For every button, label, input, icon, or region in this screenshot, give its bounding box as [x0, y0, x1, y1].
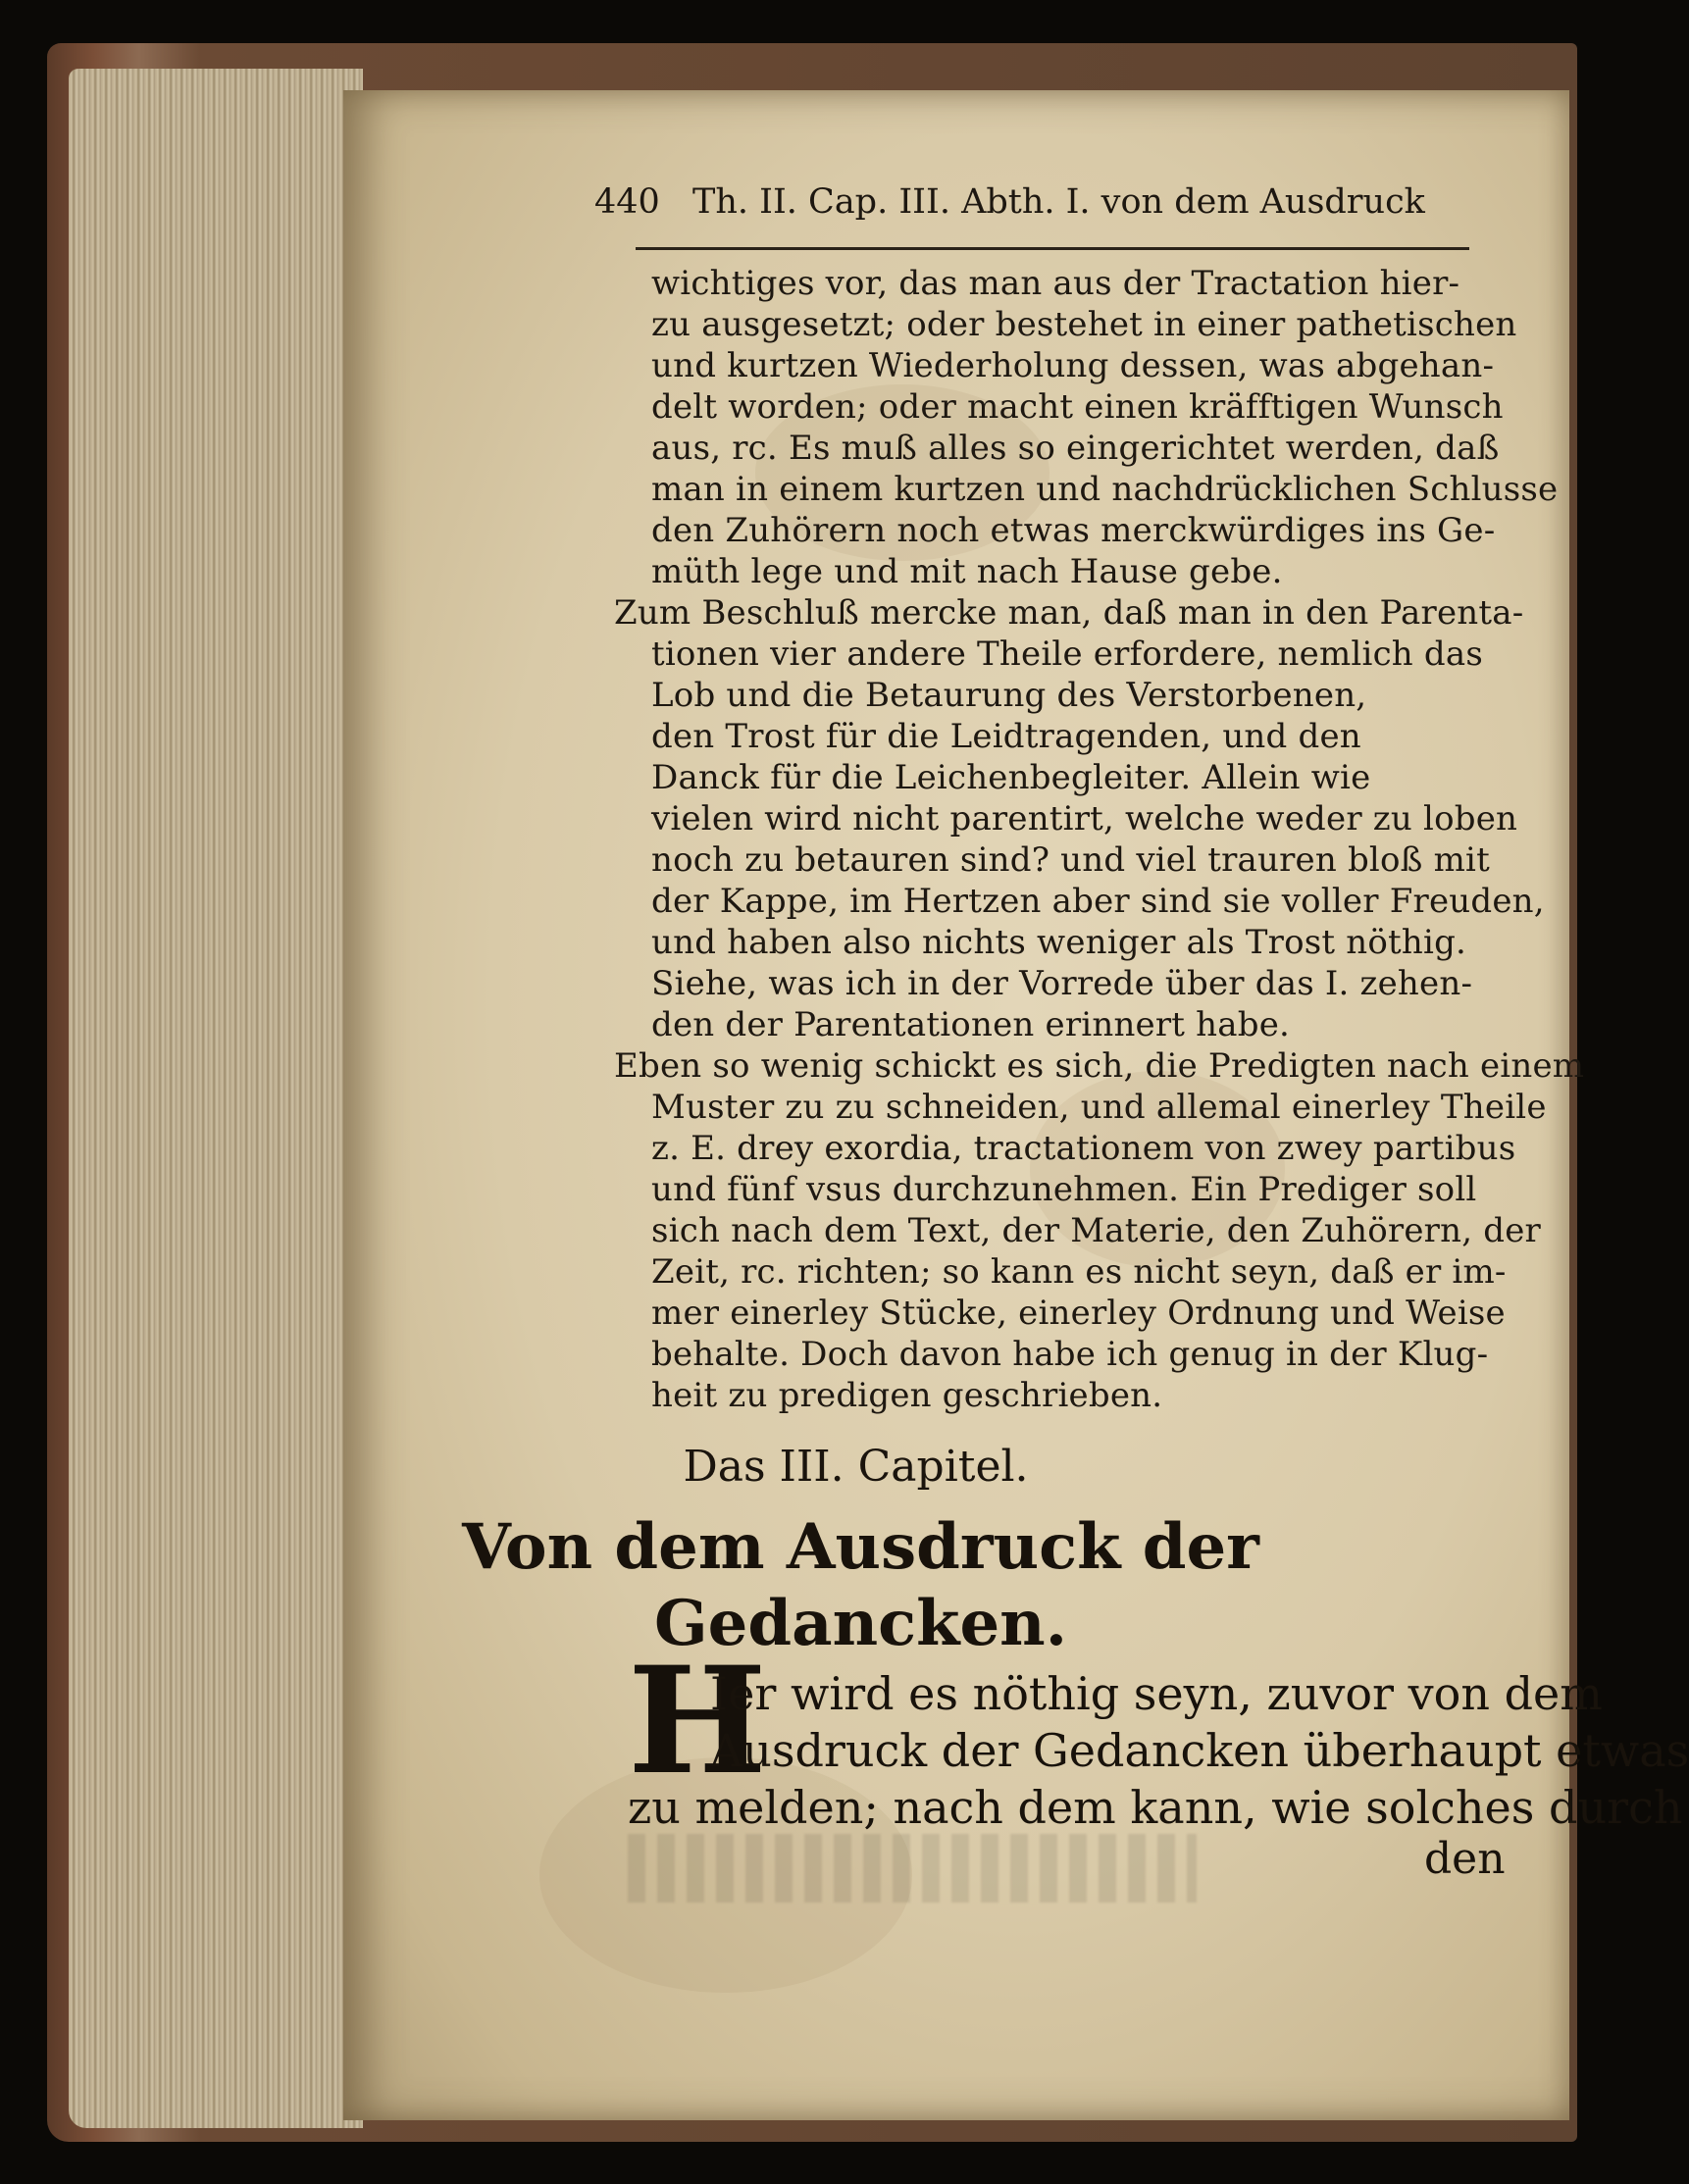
chapter-title-line2: Gedancken. [654, 1587, 1067, 1660]
body-line: noch zu betauren sind? und viel trauren bloß mit [651, 840, 1490, 880]
body-line: delt worden; oder macht einen kräfftigen Wunsch [651, 387, 1504, 427]
page-number: 440 [594, 182, 660, 222]
body-line: der Kappe, im Hertzen aber sind sie voller Freuden, [651, 882, 1545, 921]
opening-line-2: Ausdruck der Gedancken überhaupt etwas [710, 1724, 1689, 1777]
page-edges [69, 69, 363, 2128]
body-line: den Trost für die Leidtragenden, und den [651, 717, 1361, 756]
body-line: heit zu predigen geschrieben. [651, 1376, 1163, 1415]
body-line: Muster zu zu schneiden, und allemal einerley Theile [651, 1088, 1547, 1127]
body-line: zu ausgesetzt; oder bestehet in einer pathetischen [651, 305, 1517, 344]
running-header [594, 182, 1458, 233]
show-through [628, 1834, 1197, 1903]
body-line: den Zuhörern noch etwas merckwürdiges ins Ge- [651, 511, 1496, 550]
body-line: Lob und die Betaurung des Verstorbenen, [651, 676, 1367, 715]
body-line: müth lege und mit nach Hause gebe. [651, 552, 1283, 591]
body-line: Zum Beschluß mercke man, daß man in den Parenta- [614, 593, 1524, 633]
body-line: aus, rc. Es muß alles so eingerichtet werden, daß [651, 429, 1500, 468]
body-line: und kurtzen Wiederholung dessen, was abgehan- [651, 346, 1495, 385]
body-line: den der Parentationen erinnert habe. [651, 1005, 1291, 1044]
body-line: Danck für die Leichenbegleiter. Allein wie [651, 758, 1371, 797]
opening-line-3: zu melden; nach dem kann, wie solches durch [628, 1781, 1683, 1834]
chapter-title-line1: Von dem Ausdruck der [462, 1510, 1259, 1584]
body-line: sich nach dem Text, der Materie, den Zuhörern, der [651, 1211, 1541, 1250]
body-line: tionen vier andere Theile erfordere, nemlich das [651, 635, 1483, 674]
body-line: und haben also nichts weniger als Trost nöthig. [651, 923, 1467, 962]
body-line: mer einerley Stücke, einerley Ordnung und Weise [651, 1294, 1506, 1333]
body-line: Zeit, rc. richten; so kann es nicht seyn, daß er im- [651, 1252, 1507, 1292]
body-line: wichtiges vor, das man aus der Tractation hier- [651, 264, 1460, 303]
body-line: Eben so wenig schickt es sich, die Predigten nach einem [614, 1046, 1585, 1086]
body-line: Siehe, was ich in der Vorrede über das I. zehen- [651, 964, 1473, 1003]
body-line: z. E. drey exordia, tractationem von zwey partibus [651, 1129, 1516, 1168]
header-rule [636, 247, 1469, 250]
body-line: man in einem kurtzen und nachdrücklichen Schlusse [651, 470, 1559, 509]
body-line: behalte. Doch davon habe ich genug in der Klug- [651, 1335, 1489, 1374]
catchword: den [1424, 1834, 1506, 1884]
body-line: vielen wird nicht parentirt, welche weder zu loben [651, 799, 1518, 838]
body-line: und fünf vsus durchzunehmen. Ein Prediger soll [651, 1170, 1477, 1209]
running-title: Th. II. Cap. III. Abth. I. von dem Ausdruck [692, 182, 1425, 222]
drop-cap: H [628, 1635, 767, 1807]
chapter-label: Das III. Capitel. [683, 1442, 1029, 1492]
opening-line-1: Ier wird es nöthig seyn, zuvor von dem [710, 1667, 1603, 1720]
